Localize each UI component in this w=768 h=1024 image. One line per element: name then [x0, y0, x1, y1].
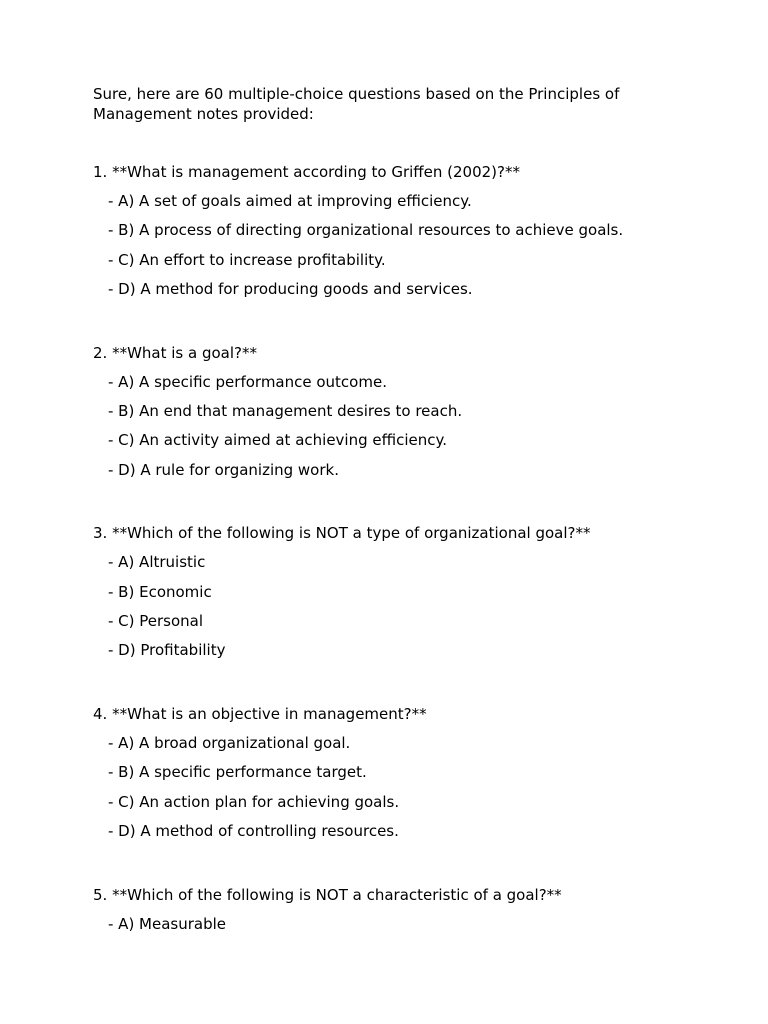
option-list	[93, 187, 733, 305]
option-c: - C) An effort to increase profitability.	[108, 250, 386, 269]
question-text: 5. **Which of the following is NOT a characteristic of a goal?**	[93, 885, 562, 904]
option-a: - A) A broad organizational goal.	[108, 733, 351, 752]
question-4	[93, 705, 733, 847]
question-5	[93, 886, 733, 939]
option-a: - A) Altruistic	[108, 553, 206, 572]
option-list	[93, 729, 733, 847]
option-d: - D) A rule for organizing work.	[108, 460, 339, 479]
intro-text: Sure, here are 60 multiple-choice questions based on the Principles of Management notes provided:	[93, 85, 620, 123]
option-b: - B) A specific performance target.	[108, 763, 367, 782]
question-2	[93, 344, 733, 486]
option-b: - B) A process of directing organizational resources to achieve goals.	[108, 221, 624, 240]
question-text: 3. **Which of the following is NOT a type of organizational goal?**	[93, 524, 591, 543]
option-b: - B) Economic	[108, 582, 212, 601]
option-list	[93, 910, 733, 939]
option-d: - D) A method for producing goods and services.	[108, 280, 473, 299]
question-text: 4. **What is an objective in management?**	[93, 704, 427, 723]
question-text: 1. **What is management according to Griffen (2002)?**	[93, 163, 520, 181]
option-b: - B) An end that management desires to reach.	[108, 402, 463, 421]
option-a: - A) A set of goals aimed at improving efficiency.	[108, 192, 472, 210]
option-a: - A) Measurable	[108, 914, 227, 933]
option-d: - D) A method of controlling resources.	[108, 822, 399, 841]
question-text: 2. **What is a goal?**	[93, 343, 257, 362]
option-list	[93, 548, 733, 666]
document-page	[93, 85, 733, 939]
option-d: - D) Profitability	[108, 641, 226, 660]
question-3	[93, 524, 733, 666]
option-list	[93, 368, 733, 486]
option-a: - A) A specific performance outcome.	[108, 372, 387, 391]
option-c: - C) Personal	[108, 612, 204, 631]
question-1	[93, 163, 733, 305]
option-c: - C) An action plan for achieving goals.	[108, 792, 400, 811]
option-c: - C) An activity aimed at achieving efficiency.	[108, 431, 448, 450]
